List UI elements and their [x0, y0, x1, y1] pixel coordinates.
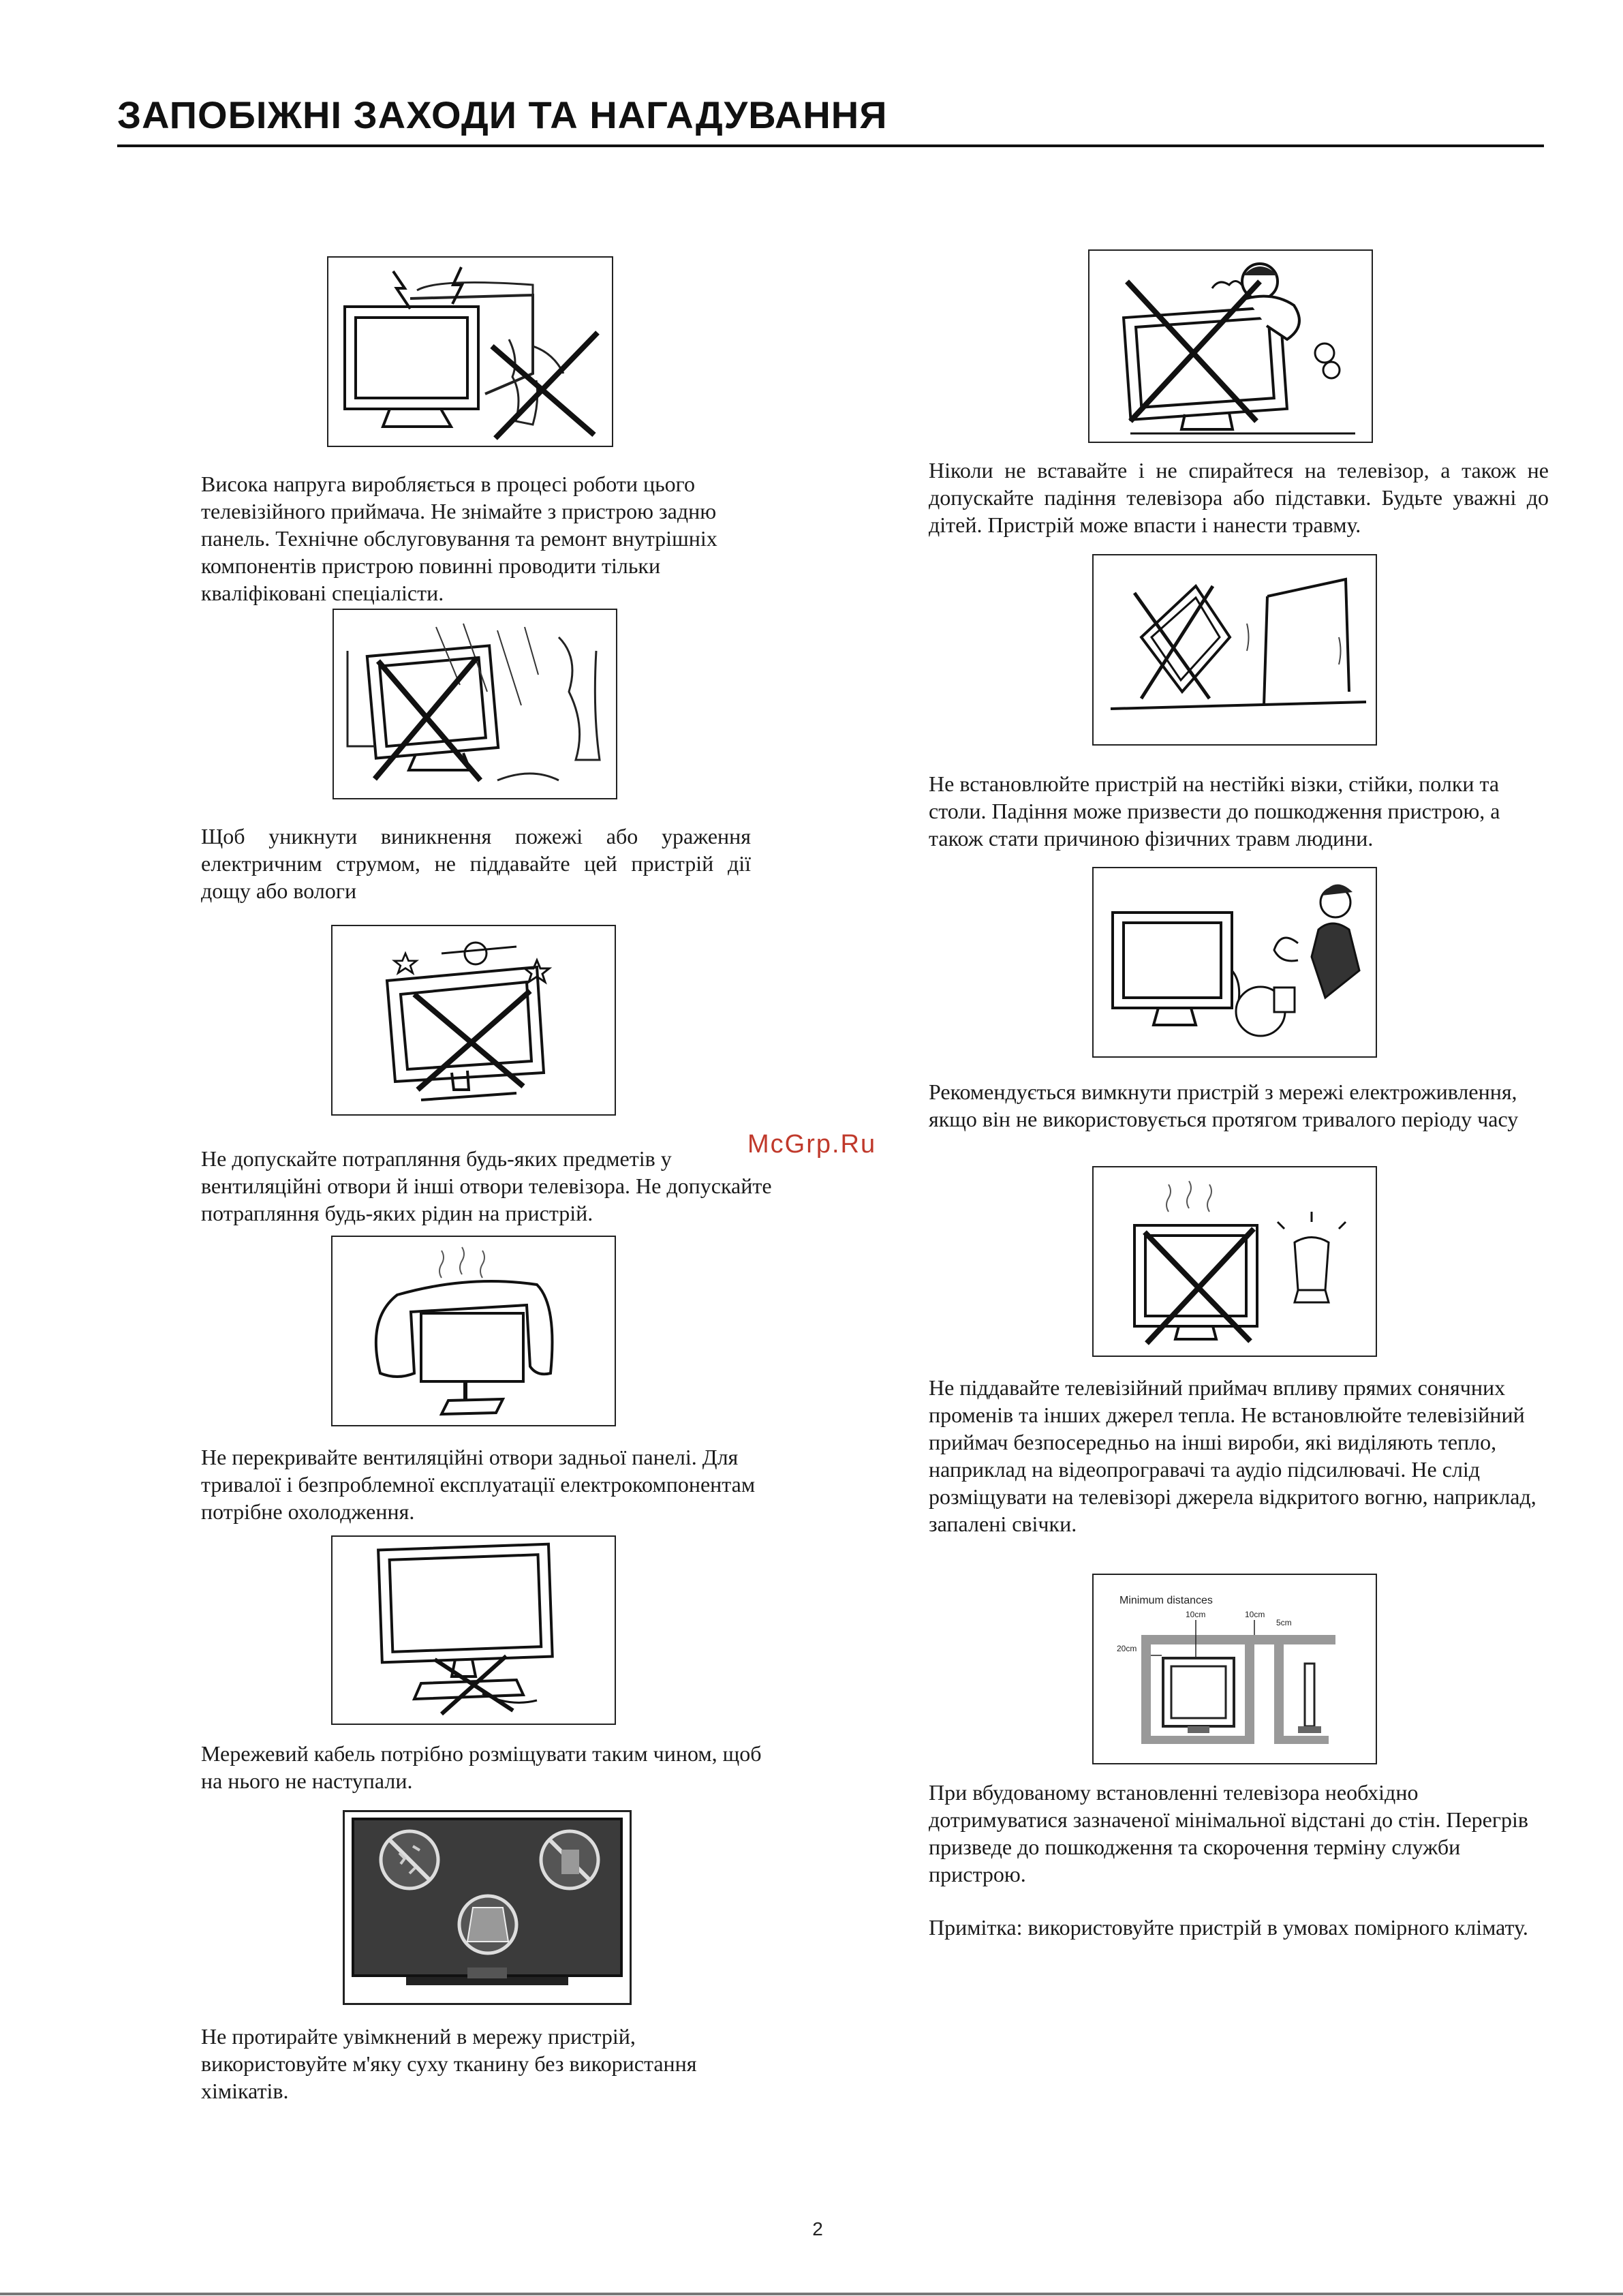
diagram-side-distance: 5cm: [1276, 1618, 1292, 1627]
no-chemicals-illustration: [343, 1810, 632, 2005]
page-title: ЗАПОБІЖНІ ЗАХОДИ ТА НАГАДУВАННЯ: [117, 93, 888, 136]
left-para-5: Мережевий кабель потрібно розміщувати таким чином, щоб на нього не наступали.: [201, 1741, 762, 1793]
minimum-distances-diagram: [1092, 1574, 1377, 1764]
diagram-top-distance: 10cm: [1186, 1610, 1206, 1619]
right-para-2: Не встановлюйте пристрій на нестійкі візки, стійки, полки та столи. Падіння може призвести до пошкодження пристрою, а також стати причиною фізичних травм людини.: [929, 771, 1500, 851]
right-para-1: Ніколи не вставайте і не спирайтеся на телевізор, а також не допускайте падіння телевізора або підставки. Будьте уважні до дітей. Пристрій може впасти і нанести травму.: [929, 458, 1549, 537]
left-para-2: Щоб уникнути виникнення пожежі або ураження електричним струмом, не піддавайте цей пристрій дії дощу або вологи: [201, 824, 751, 903]
cover-ventilation-illustration: [331, 1236, 616, 1426]
watermark: McGrp.Ru: [747, 1130, 877, 1159]
page-number: 2: [812, 2218, 823, 2239]
heat-source-illustration: [1092, 1166, 1377, 1357]
right-para-3: Рекомендується вимкнути пристрій з мережі електроживлення, якщо він не використовується протягом тривалого періоду часу: [929, 1080, 1519, 1131]
left-para-3: Не допускайте потрапляння будь-яких предметів у вентиляційні отвори й інші отвори телевізора. Не допускайте потрапляння будь-яких рідин на пристрій.: [201, 1146, 772, 1225]
right-para-4: Не піддавайте телевізійний приймач впливу прямих сонячних променів та інших джерел тепла. Не встановлюйте телевізійний приймач безпосередньо на інші вироби, які виділяють тепло, наприклад на відеопрогравачі та аудіо підсилювачі. Не слід розміщувати на телевізорі джерела відкритого вогню, наприклад, запалені свічки.: [929, 1375, 1536, 1536]
right-para-5: При вбудованому встановленні телевізора необхідно дотримуватися зазначеної мінімальної відстані до стін. Перегрів призведе до пошкодження та скорочення терміну служби пристрою.: [929, 1780, 1528, 1886]
climbing-child-illustration: [1088, 249, 1373, 443]
ventilation-objects-illustration: [331, 925, 616, 1116]
diagram-top-side-distance: 10cm: [1245, 1610, 1265, 1619]
left-para-1: Висока напруга виробляється в процесі роботи цього телевізійного приймача. Не знімайте з пристрою задню панель. Технічне обслуговування та ремонт внутрішніх компонентів пристрою повинні проводити тільки кваліфіковані спеціалісти.: [201, 472, 717, 605]
title-rule: [117, 144, 1544, 147]
unstable-stand-illustration: [1092, 554, 1377, 746]
high-voltage-illustration: [327, 256, 613, 447]
diagram-title: Minimum distances: [1119, 1595, 1213, 1606]
power-cord-illustration: [331, 1535, 616, 1725]
right-para-6: Примітка: використовуйте пристрій в умовах помірного клімату.: [929, 1915, 1528, 1940]
left-para-6: Не протирайте увімкнений в мережу пристрій, використовуйте м'яку суху тканину без використання хімікатів.: [201, 2024, 697, 2103]
diagram-left-distance: 20cm: [1117, 1644, 1137, 1653]
footer-rule: [0, 2293, 1623, 2295]
left-para-4: Не перекривайте вентиляційні отвори задньої панелі. Для тривалої і безпроблемної експлуатації електрокомпонентам потрібне охолодження.: [201, 1445, 756, 1524]
rain-illustration: [333, 609, 617, 799]
unplug-illustration: [1092, 867, 1377, 1058]
